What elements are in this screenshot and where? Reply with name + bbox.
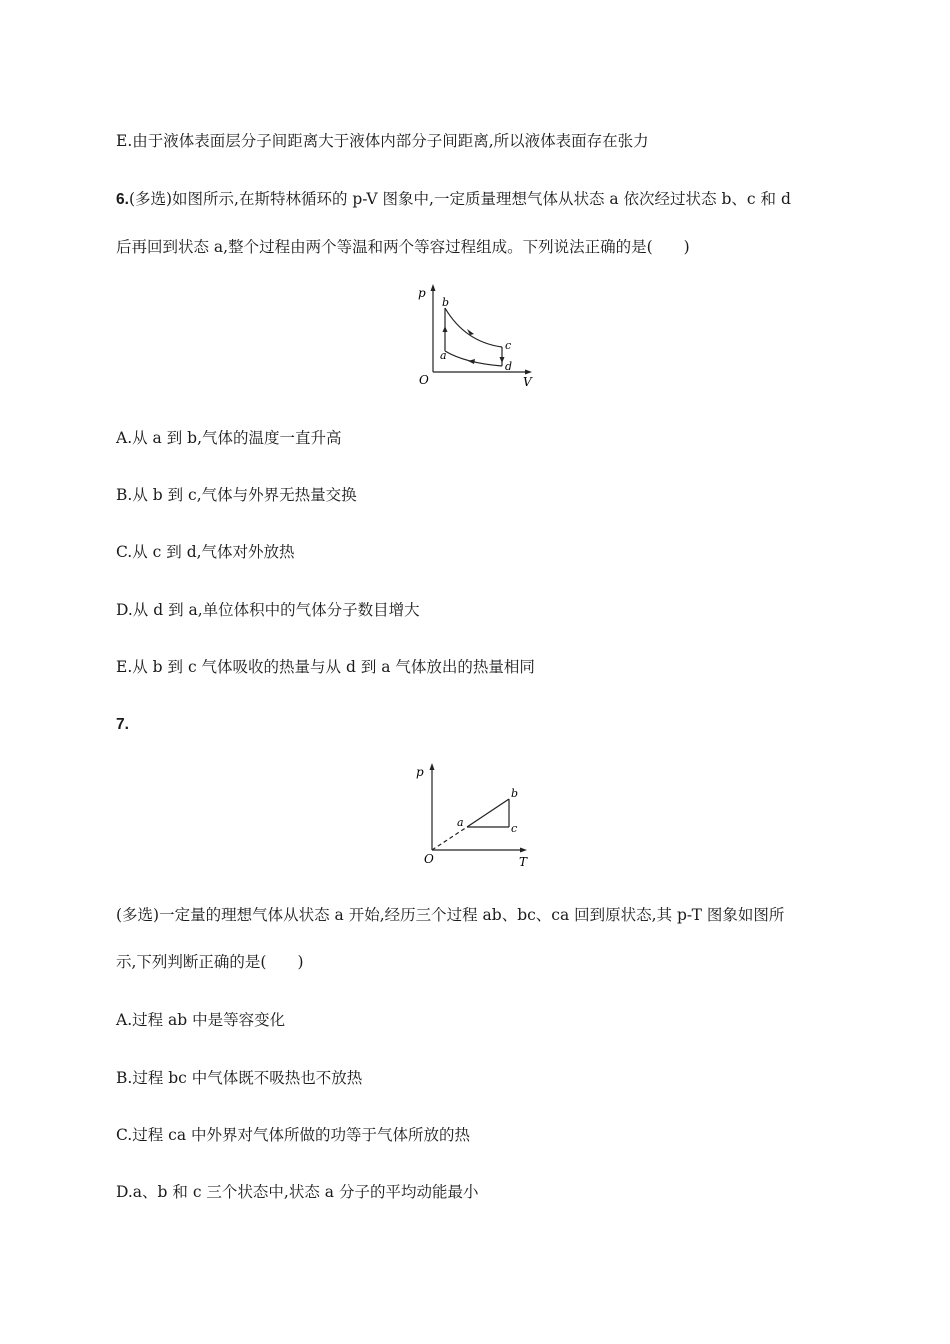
q7-number: 7. — [116, 716, 129, 733]
q6-point-d-label: d — [505, 360, 513, 373]
q7-p-axis-arrow-icon — [430, 763, 435, 770]
q7-stem-line1: (多选)一定量的理想气体从状态 a 开始,经历三个过程 ab、bc、ca 回到原状态,其 p-T 图象如图所 — [116, 906, 785, 924]
q7-axis-p-label: p — [416, 765, 424, 779]
q6-option-a: A.从 a 到 b,气体的温度一直升高 — [116, 429, 342, 447]
q6-path-bc — [445, 308, 502, 347]
q5-option-e: E.由于液体表面层分子间距离大于液体内部分子间距离,所以液体表面存在张力 — [116, 132, 649, 150]
q7-point-b-label: b — [511, 787, 519, 800]
q7-option-b: B.过程 bc 中气体既不吸热也不放热 — [116, 1069, 363, 1087]
q6-option-c: C.从 c 到 d,气体对外放热 — [116, 543, 295, 561]
q6-origin-label: O — [419, 373, 429, 387]
q7-point-c-label: c — [511, 822, 518, 835]
q6-stem-text: (多选)如图所示,在斯特林循环的 p-V 图象中,一定质量理想气体从状态 a 依次经过状态 b、c 和 d — [128, 190, 791, 208]
q7-path-ab — [467, 799, 509, 827]
q7-option-c: C.过程 ca 中外界对气体所做的功等于气体所放的热 — [116, 1126, 471, 1144]
q6-v-axis-arrow-icon — [525, 370, 532, 375]
q6-option-d: D.从 d 到 a,单位体积中的气体分子数目增大 — [116, 601, 420, 619]
q7-stem-line2: 示,下列判断正确的是( ) — [116, 953, 304, 971]
q7-t-axis-arrow-icon — [520, 848, 527, 853]
q6-stem-line1 — [116, 189, 791, 210]
q7-point-a-label: a — [457, 816, 464, 829]
q6-arrow-cd-icon — [500, 357, 505, 363]
q7-option-a: A.过程 ab 中是等容变化 — [116, 1011, 286, 1029]
q6-axis-p-label: p — [418, 286, 426, 300]
q6-point-a-label: a — [440, 349, 447, 362]
q6-arrow-da-icon — [468, 359, 475, 364]
q6-point-c-label: c — [505, 339, 512, 352]
q6-option-b: B.从 b 到 c,气体与外界无热量交换 — [116, 486, 357, 504]
q7-origin-label: O — [424, 852, 434, 866]
q6-option-e: E.从 b 到 c 气体吸收的热量与从 d 到 a 气体放出的热量相同 — [116, 658, 535, 676]
q6-pv-diagram — [410, 282, 540, 390]
q7-pt-diagram — [395, 760, 535, 870]
q6-number: 6. — [116, 191, 129, 208]
q7-option-d: D.a、b 和 c 三个状态中,状态 a 分子的平均动能最小 — [116, 1183, 479, 1201]
q7-dashed-line — [432, 827, 467, 850]
q6-p-axis-arrow-icon — [431, 284, 436, 291]
q6-axis-v-label: V — [523, 375, 532, 389]
q6-point-b-label: b — [442, 296, 450, 309]
q6-stem-line2: 后再回到状态 a,整个过程由两个等温和两个等容过程组成。下列说法正确的是( ) — [116, 238, 690, 256]
q7-axis-t-label: T — [519, 855, 528, 869]
q6-arrow-ab-icon — [443, 326, 448, 332]
